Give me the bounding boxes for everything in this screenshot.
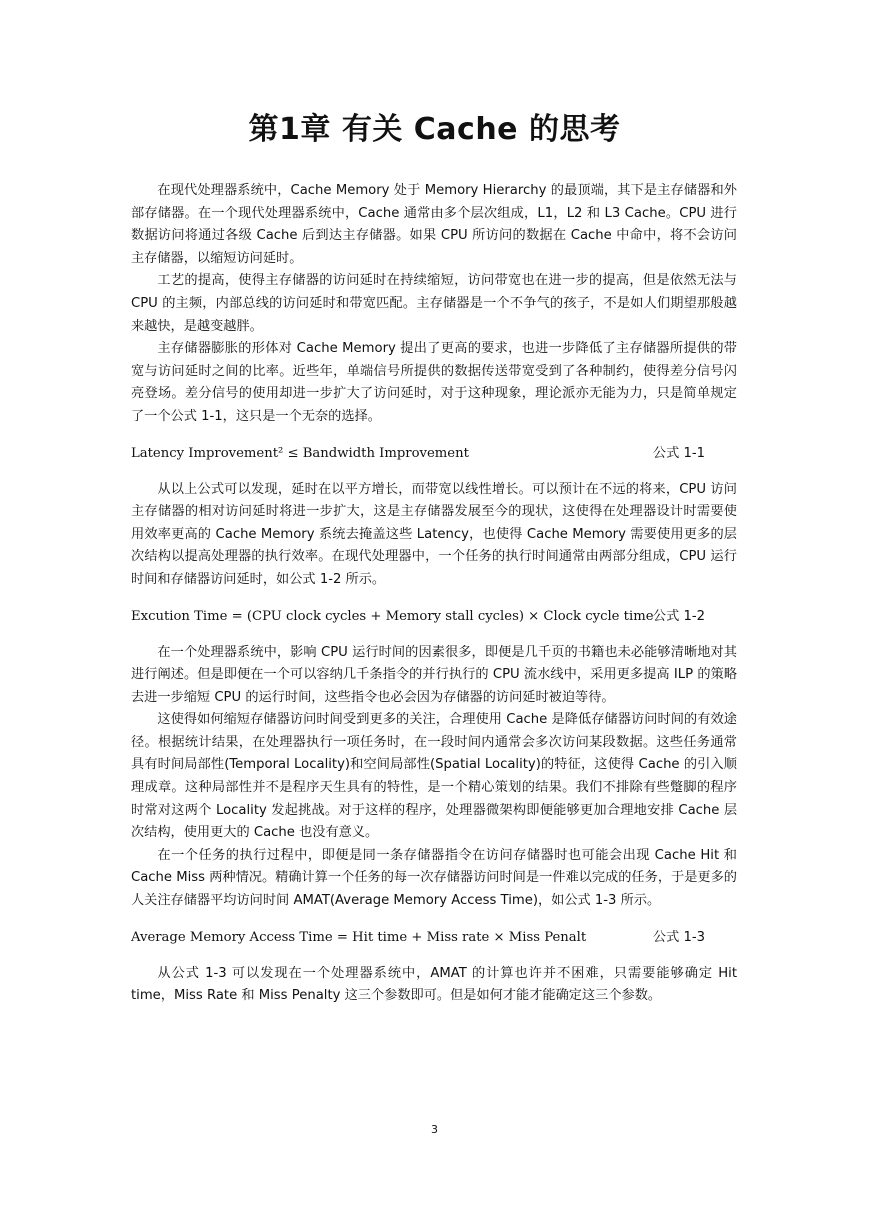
formula-1-2-expression: Excution Time = (CPU clock cycles + Memory stall cycles) × Clock cycle time (131, 608, 654, 624)
paragraph-differential-signal: 主存储器膨胀的形体对 Cache Memory 提出了更高的要求，也进一步降低了主存储器所提供的带宽与访问延时之间的比率。近些年，单端信号所提供的数据传送带宽受到了各种制约，使得差分信号闪亮登场。差分信号的使用却进一步扩大了访问延时，对于这种现象，理论派亦无能为力，只是简单规定了一个公式 1-1，这只是一个无奈的选择。 (131, 341, 737, 424)
paragraph-cpu-runtime: 在一个处理器系统中，影响 CPU 运行时间的因素很多，即便是几千页的书籍也未必能够清晰地对其进行阐述。但是即便在一个可以容纳几千条指令的并行执行的 CPU 流水线中，采用更多提高 ILP 的策略去进一步缩短 CPU 的运行时间，这些指令也必会因为存储器的访问延时被迫等待。 (131, 644, 738, 705)
formula-1-1 (131, 443, 737, 465)
paragraph-locality: 这使得如何缩短存储器访问时间受到更多的关注，合理使用 Cache 是降低存储器访问时间的有效途径。根据统计结果，在处理器执行一项任务时，在一段时间内通常会多次访问某段数据。这些任务通常具有时间局部性(Temporal Locality)和空间局部性(Spatial Locality)的特征，这使得 Cache 的引入顺理成章。这种局部性并不是程序天生具有的特性，是一个精心策划的结果。我们不排除有些蹩脚的程序时常对这两个 Locality 发起挑战。对于这样的程序，处理器微架构即便能够更加合理地安排 Cache 层次结构，使用更大的 Cache 也没有意义。 (131, 712, 737, 841)
formula-1-3-expression: Average Memory Access Time = Hit time + Miss rate × Miss Penalt (131, 929, 587, 945)
page-number: 3 (431, 1123, 438, 1136)
paragraph-latency-growth: 从以上公式可以发现，延时在以平方增长，而带宽以线性增长。可以预计在不远的将来，CPU 访问主存储器的相对访问延时将进一步扩大，这是主存储器发展至今的现状，这使得在处理器设计时需要使用效率更高的 Cache Memory 系统去掩盖这些 Latency，也使得 Cache Memory 需要使用更多的层次结构以提高处理器的执行效率。在现代处理器中，一个任务的执行时间通常由两部分组成，CPU 运行时间和存储器访问延时，如公式 1-2 所示。 (131, 481, 737, 587)
formula-1-3 (131, 927, 737, 949)
chapter-title: 第1章 有关 Cache 的思考 (248, 112, 621, 147)
paragraph-amat: 在一个任务的执行过程中，即便是同一条存储器指令在访问存储器时也可能会出现 Cache Hit 和 Cache Miss 两种情况。精确计算一个任务的每一次存储器访问时间是一件难以完成的任务，于是更多的人关注存储器平均访问时间 AMAT(Average Memory Access Time)，如公式 1-3 所示。 (131, 847, 737, 909)
formula-1-2-label: 公式 1-2 (652, 608, 705, 624)
formula-1-2 (131, 606, 737, 628)
chapter-body (131, 180, 737, 1008)
paragraph-amat-parameters: 从公式 1-3 可以发现在一个处理器系统中，AMAT 的计算也许并不困难，只需要能够确定 Hit time，Miss Rate 和 Miss Penalty 这三个参数即可。但是如何才能才能确定这三个参数。 (131, 965, 737, 1004)
paragraph-cache-hierarchy: 在现代处理器系统中，Cache Memory 处于 Memory Hierarchy 的最顶端，其下是主存储器和外部存储器。在一个现代处理器系统中，Cache 通常由多个层次组成，L1，L2 和 L3 Cache。CPU 进行数据访问将通过各级 Cache 后到达主存储器。如果 CPU 所访问的数据在 Cache 中命中，将不会访问主存储器，以缩短访问延时。 (131, 183, 737, 266)
formula-1-1-label: 公式 1-1 (652, 445, 705, 461)
formula-1-3-label: 公式 1-3 (652, 929, 705, 945)
paragraph-process-improvement: 工艺的提高，使得主存储器的访问延时在持续缩短，访问带宽也在进一步的提高，但是依然无法与 CPU 的主频，内部总线的访问延时和带宽匹配。主存储器是一个不争气的孩子，不是如人们期望那般越来越快，是越变越胖。 (131, 273, 737, 334)
formula-1-1-expression: Latency Improvement² ≤ Bandwidth Improvement (131, 445, 469, 461)
